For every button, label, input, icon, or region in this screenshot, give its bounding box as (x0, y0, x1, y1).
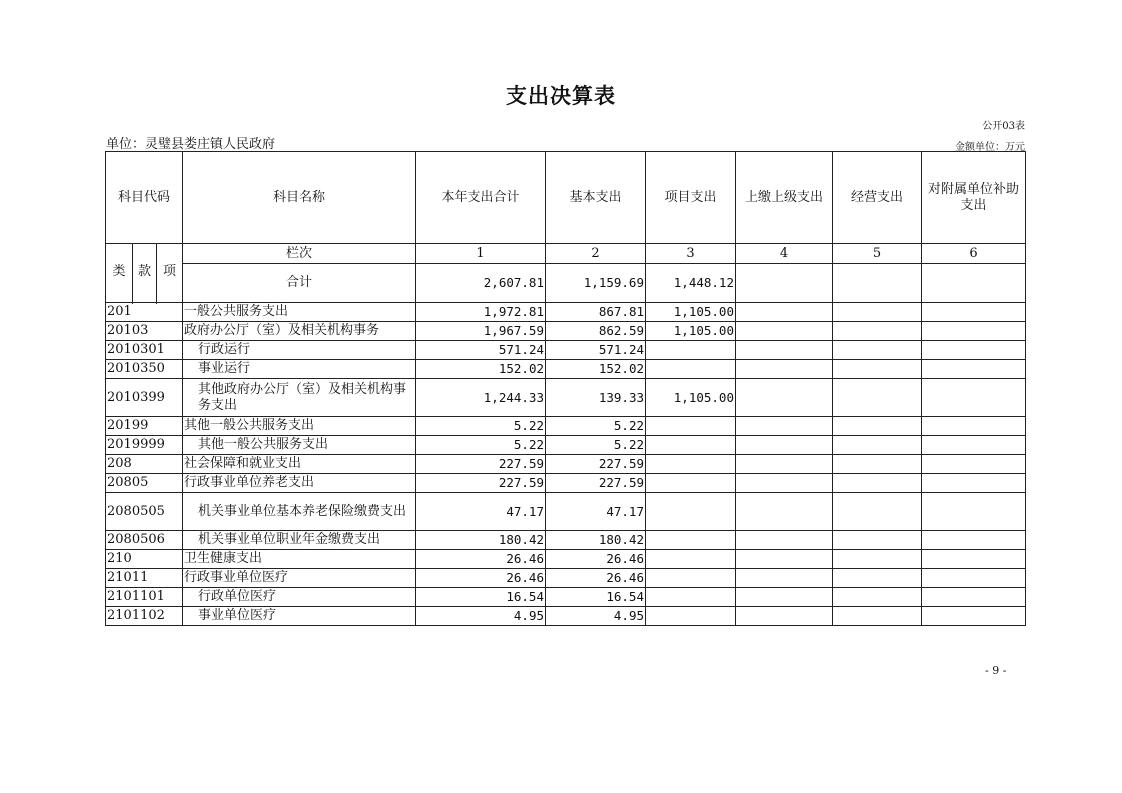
row-name: 事业单位医疗 (183, 607, 416, 626)
row-value (736, 303, 833, 322)
table-row (106, 493, 1026, 531)
row-value (833, 569, 922, 588)
row-code: 208 (106, 455, 183, 474)
row-value: 16.54 (546, 588, 646, 607)
row-code: 2010399 (106, 379, 183, 417)
row-value (736, 379, 833, 417)
row-value: 26.46 (416, 550, 546, 569)
row-code: 2010301 (106, 341, 183, 360)
table-row (106, 322, 1026, 341)
row-name: 卫生健康支出 (183, 550, 416, 569)
row-value (736, 341, 833, 360)
row-value (922, 569, 1026, 588)
row-value: 1,105.00 (646, 379, 736, 417)
row-code: 2080505 (106, 493, 183, 531)
row-name: 社会保障和就业支出 (183, 455, 416, 474)
row-name: 机关事业单位职业年金缴费支出 (183, 531, 416, 550)
row-code: 2019999 (106, 436, 183, 455)
row-name: 行政事业单位医疗 (183, 569, 416, 588)
table-row (106, 569, 1026, 588)
row-value (736, 607, 833, 626)
row-value (736, 455, 833, 474)
row-value (736, 474, 833, 493)
row-code: 20199 (106, 417, 183, 436)
row-value: 4.95 (546, 607, 646, 626)
page-title: 支出决算表 (506, 83, 616, 108)
table-code: 公开03表 (982, 121, 1025, 132)
row-value (833, 360, 922, 379)
row-value (646, 341, 736, 360)
row-value (646, 531, 736, 550)
row-value: 139.33 (546, 379, 646, 417)
table-row (106, 303, 1026, 322)
row-value (646, 588, 736, 607)
header-col-5: 经营支出 (833, 152, 922, 244)
row-value (833, 341, 922, 360)
row-value (833, 550, 922, 569)
row-value (833, 436, 922, 455)
row-value (833, 474, 922, 493)
row-code: 21011 (106, 569, 183, 588)
row-value: 5.22 (546, 417, 646, 436)
row-value (736, 493, 833, 531)
row-value (922, 436, 1026, 455)
row-value (736, 436, 833, 455)
col-num-1: 1 (416, 244, 546, 264)
row-value: 571.24 (416, 341, 546, 360)
header-col-6: 对附属单位补助支出 (922, 152, 1026, 244)
row-value (922, 322, 1026, 341)
row-value: 227.59 (546, 455, 646, 474)
row-value (922, 360, 1026, 379)
row-value (833, 303, 922, 322)
table-row (106, 531, 1026, 550)
row-value: 867.81 (546, 303, 646, 322)
total-value: 1,159.69 (546, 264, 646, 303)
row-value: 152.02 (416, 360, 546, 379)
row-value: 5.22 (546, 436, 646, 455)
row-value: 26.46 (546, 569, 646, 588)
col-num-3: 3 (646, 244, 736, 264)
row-value: 47.17 (546, 493, 646, 531)
row-value: 26.46 (546, 550, 646, 569)
table-row (106, 379, 1026, 417)
total-value (833, 264, 922, 303)
row-value (922, 531, 1026, 550)
total-value (736, 264, 833, 303)
unit-label: 单位：灵璧县娄庄镇人民政府 (106, 137, 276, 152)
header-kuan: 款 (133, 244, 157, 303)
table-row (106, 474, 1026, 493)
row-code: 201 (106, 303, 183, 322)
row-value: 16.54 (416, 588, 546, 607)
header-col-4: 上缴上级支出 (736, 152, 833, 244)
row-code: 20103 (106, 322, 183, 341)
row-value: 227.59 (416, 455, 546, 474)
header-code: 科目代码 (106, 152, 183, 244)
row-value (646, 569, 736, 588)
header-col-2: 基本支出 (546, 152, 646, 244)
row-value (833, 455, 922, 474)
row-name: 其他政府办公厅（室）及相关机构事务支出 (183, 379, 416, 417)
row-value (833, 322, 922, 341)
page-number: - 9 - (985, 664, 1007, 677)
row-value (646, 493, 736, 531)
table-row (106, 417, 1026, 436)
row-value: 1,972.81 (416, 303, 546, 322)
row-value: 1,105.00 (646, 322, 736, 341)
row-value: 1,244.33 (416, 379, 546, 417)
row-value (833, 607, 922, 626)
row-value (833, 379, 922, 417)
header-lei: 类 (106, 244, 133, 303)
row-value: 4.95 (416, 607, 546, 626)
header-lanci: 栏次 (183, 244, 416, 264)
row-code: 2101101 (106, 588, 183, 607)
row-name: 其他一般公共服务支出 (183, 436, 416, 455)
row-value (922, 607, 1026, 626)
row-value: 227.59 (546, 474, 646, 493)
row-value (736, 360, 833, 379)
table-row (106, 436, 1026, 455)
header-col-1: 本年支出合计 (416, 152, 546, 244)
row-value (922, 379, 1026, 417)
row-value (922, 417, 1026, 436)
row-value (736, 569, 833, 588)
row-value: 180.42 (546, 531, 646, 550)
row-name: 事业运行 (183, 360, 416, 379)
row-value (922, 550, 1026, 569)
row-value: 1,967.59 (416, 322, 546, 341)
row-value (646, 474, 736, 493)
row-value (922, 474, 1026, 493)
table-row (106, 588, 1026, 607)
table-row (106, 360, 1026, 379)
row-name: 一般公共服务支出 (183, 303, 416, 322)
row-value (646, 455, 736, 474)
row-value (833, 531, 922, 550)
row-value (646, 550, 736, 569)
total-label: 合计 (183, 264, 416, 303)
total-value (922, 264, 1026, 303)
row-name: 行政事业单位养老支出 (183, 474, 416, 493)
money-unit: 金额单位：万元 (955, 142, 1025, 153)
row-value: 571.24 (546, 341, 646, 360)
col-num-6: 6 (922, 244, 1026, 264)
row-value: 180.42 (416, 531, 546, 550)
row-code: 20805 (106, 474, 183, 493)
col-num-5: 5 (833, 244, 922, 264)
header-xiang: 项 (157, 244, 183, 303)
row-name: 机关事业单位基本养老保险缴费支出 (183, 493, 416, 531)
total-value: 2,607.81 (416, 264, 546, 303)
row-name: 政府办公厅（室）及相关机构事务 (183, 322, 416, 341)
total-value: 1,448.12 (646, 264, 736, 303)
row-value: 227.59 (416, 474, 546, 493)
row-value (922, 341, 1026, 360)
row-value (922, 455, 1026, 474)
table-row (106, 455, 1026, 474)
header-name: 科目名称 (183, 152, 416, 244)
row-value: 47.17 (416, 493, 546, 531)
row-value (646, 360, 736, 379)
col-num-4: 4 (736, 244, 833, 264)
row-value (736, 531, 833, 550)
header-col-3: 项目支出 (646, 152, 736, 244)
row-value (833, 588, 922, 607)
table-row (106, 607, 1026, 626)
row-value (646, 417, 736, 436)
row-value: 26.46 (416, 569, 546, 588)
row-name: 行政单位医疗 (183, 588, 416, 607)
row-value: 5.22 (416, 436, 546, 455)
row-value (922, 493, 1026, 531)
row-value (833, 493, 922, 531)
row-value: 1,105.00 (646, 303, 736, 322)
row-value: 5.22 (416, 417, 546, 436)
row-value (646, 607, 736, 626)
row-value (646, 436, 736, 455)
row-code: 210 (106, 550, 183, 569)
row-value: 862.59 (546, 322, 646, 341)
row-value (736, 417, 833, 436)
row-value (736, 550, 833, 569)
row-value: 152.02 (546, 360, 646, 379)
col-num-2: 2 (546, 244, 646, 264)
row-value (922, 303, 1026, 322)
row-value (833, 417, 922, 436)
row-code: 2101102 (106, 607, 183, 626)
row-value (922, 588, 1026, 607)
row-name: 其他一般公共服务支出 (183, 417, 416, 436)
row-name: 行政运行 (183, 341, 416, 360)
table-row (106, 550, 1026, 569)
expenditure-table (105, 151, 1026, 626)
table-row (106, 341, 1026, 360)
row-value (736, 322, 833, 341)
row-code: 2010350 (106, 360, 183, 379)
row-value (736, 588, 833, 607)
row-code: 2080506 (106, 531, 183, 550)
